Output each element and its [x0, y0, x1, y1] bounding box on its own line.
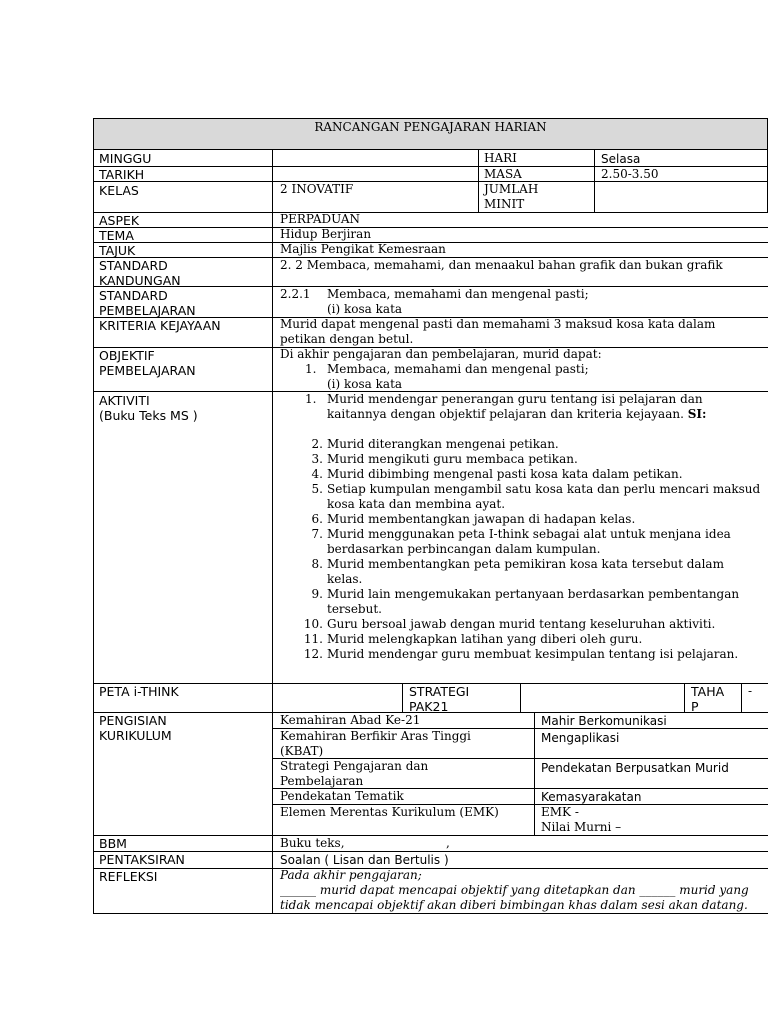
- page-title: RANCANGAN PENGAJARAN HARIAN: [314, 120, 547, 134]
- aktiviti-item-number: 8.: [311, 557, 323, 571]
- aktiviti-item-text: Murid dibimbing mengenal pasti kosa kata dalam petikan.: [327, 467, 683, 481]
- aktiviti-item-number: 9.: [311, 587, 323, 601]
- kemahiran-abad-label: Kemahiran Abad Ke-21: [280, 713, 421, 727]
- aktiviti-item1-line1: Murid mendengar penerangan guru tentang isi pelajaran dan: [327, 392, 703, 406]
- aktiviti-item1-line2: [327, 407, 706, 422]
- aktiviti-item-text: Setiap kumpulan mengambil satu kosa kata dan perlu mencari maksud: [327, 482, 761, 496]
- emk-value-1: EMK -: [541, 805, 579, 819]
- objektif-sub: (i) kosa kata: [327, 377, 403, 391]
- aktiviti-item: [311, 482, 761, 497]
- peta-label: PETA i-THINK: [99, 684, 179, 699]
- aktiviti-item: [311, 452, 760, 467]
- emk-label: Elemen Merentas Kurikulum (EMK): [280, 805, 499, 819]
- kbat-value: Mengaplikasi: [541, 731, 620, 745]
- aktiviti-item-text: Murid mengikuti guru membaca petikan.: [327, 452, 578, 466]
- aktiviti-item-number: 4.: [311, 467, 323, 481]
- kriteria-line2: petikan dengan betul.: [280, 332, 414, 346]
- kbat-label-1: Kemahiran Berfikir Aras Tinggi: [280, 729, 471, 743]
- tajuk-label: TAJUK: [99, 243, 136, 258]
- aktiviti-item-number: 7.: [311, 527, 323, 541]
- aspek-value: PERPADUAN: [280, 212, 361, 226]
- aktiviti-item-text: Murid membentangkan peta pemikiran kosa kata tersebut dalam: [327, 557, 724, 571]
- jumlah-label-1: JUMLAH: [484, 182, 539, 196]
- hari-value: Selasa: [601, 152, 641, 166]
- pengisian-label-1: PENGISIAN: [99, 713, 167, 728]
- aktiviti-item1-line2-text: kaitannya dengan objektif pelajaran dan kriteria kejayaan.: [327, 407, 684, 421]
- pengisian-label-2: KURIKULUM: [99, 728, 172, 743]
- aktiviti-item: [311, 587, 760, 602]
- refleksi-line3: tidak mencapai objektif akan diberi bimbingan khas dalam sesi akan datang.: [280, 898, 748, 912]
- aktiviti-item-text: kelas.: [327, 572, 363, 586]
- objektif-item: Membaca, memahami dan mengenal pasti;: [327, 362, 589, 376]
- tahap-value: -: [748, 684, 753, 698]
- aktiviti-item-continuation: [327, 542, 760, 557]
- aktiviti-si-tag: SI:: [687, 407, 707, 421]
- masa-value: 2.50-3.50: [601, 167, 659, 181]
- aktiviti-item-number: 12.: [303, 647, 323, 661]
- bbm-comma: ,: [446, 836, 450, 850]
- kelas-value: 2 INOVATIF: [280, 182, 354, 196]
- kriteria-label: KRITERIA KEJAYAAN: [99, 318, 221, 333]
- aktiviti-item-continuation: [327, 497, 760, 512]
- tahap-label-1: TAHA: [691, 684, 725, 699]
- lesson-plan-table: [93, 118, 768, 914]
- aktiviti-item-text: Murid diterangkan mengenai petikan.: [327, 437, 559, 451]
- strategi-pp-label-2: Pembelajaran: [280, 774, 364, 788]
- pentaksiran-label: PENTAKSIRAN: [99, 852, 185, 867]
- aktiviti-item-number: 10.: [303, 617, 323, 631]
- strategi-pp-label-1: Strategi Pengajaran dan: [280, 759, 429, 773]
- refleksi-line1: Pada akhir pengajaran;: [280, 868, 422, 882]
- aspek-label: ASPEK: [99, 213, 140, 228]
- minggu-label: MINGGU: [99, 151, 152, 166]
- aktiviti-item-continuation: [327, 572, 760, 587]
- aktiviti-item-continuation: [327, 602, 760, 617]
- standard-pembelajaran-line1: Membaca, memahami dan mengenal pasti;: [327, 287, 589, 301]
- aktiviti-item-text: Murid menggunakan peta I-think sebagai alat untuk menjana idea: [327, 527, 731, 541]
- aktiviti-item-text: berdasarkan perbincangan dalam kumpulan.: [327, 542, 601, 556]
- tema-value: Hidup Berjiran: [280, 227, 372, 241]
- aktiviti-item: [311, 527, 760, 542]
- aktiviti-item-text: Murid lain mengemukakan pertanyaan berdasarkan pembentangan: [327, 587, 740, 601]
- aktiviti-label-2: (Buku Teks MS ): [99, 408, 198, 423]
- pentaksiran-value: Soalan ( Lisan dan Bertulis ): [280, 853, 449, 867]
- jumlah-label-2: MINIT: [484, 197, 525, 211]
- kemahiran-abad-value: Mahir Berkomunikasi: [541, 714, 667, 728]
- tema-label: TEMA: [99, 228, 134, 243]
- tahap-label-2: P: [691, 699, 699, 714]
- masa-label: MASA: [484, 167, 522, 181]
- aktiviti-item1-num: 1.: [305, 392, 317, 406]
- refleksi-line2: ______ murid dapat mencapai objektif yang ditetapkan dan ______ murid yang: [280, 883, 749, 897]
- standard-kandungan-value: 2. 2 Membaca, memahami, dan menaakul bahan grafik dan bukan grafik: [280, 258, 723, 272]
- kelas-label: KELAS: [99, 183, 139, 198]
- standard-kandungan-label-1: STANDARD: [99, 258, 168, 273]
- objektif-intro: Di akhir pengajaran dan pembelajaran, murid dapat:: [280, 347, 602, 361]
- standard-pembelajaran-line2: (i) kosa kata: [327, 302, 403, 316]
- aktiviti-item-number: 6.: [311, 512, 323, 526]
- tematik-label: Pendekatan Tematik: [280, 789, 404, 803]
- hari-label: HARI: [484, 151, 517, 165]
- tajuk-value: Majlis Pengikat Kemesraan: [280, 242, 446, 256]
- objektif-label-2: PEMBELAJARAN: [99, 363, 196, 378]
- aktiviti-item: [303, 617, 760, 632]
- kriteria-line1: Murid dapat mengenal pasti dan memahami 3 maksud kosa kata dalam: [280, 317, 716, 331]
- tematik-value: Kemasyarakatan: [541, 790, 642, 804]
- tarikh-label: TARIKH: [99, 167, 145, 182]
- aktiviti-item: [311, 557, 760, 572]
- aktiviti-item: [311, 467, 760, 482]
- aktiviti-item-text: tersebut.: [327, 602, 382, 616]
- aktiviti-item-text: Murid melengkapkan latihan yang diberi oleh guru.: [327, 632, 643, 646]
- strategi-label-1: STRATEGI: [409, 684, 470, 699]
- aktiviti-item-text: Guru bersoal jawab dengan murid tentang keseluruhan aktiviti.: [327, 617, 716, 631]
- aktiviti-item-number: 3.: [311, 452, 323, 466]
- aktiviti-item-number: 11.: [303, 632, 323, 646]
- aktiviti-item-text: Murid mendengar guru membuat kesimpulan tentang isi pelajaran.: [327, 647, 739, 661]
- standard-pembelajaran-label-1: STANDARD: [99, 288, 168, 303]
- objektif-item-num: 1.: [305, 362, 317, 376]
- strategi-pp-value: Pendekatan Berpusatkan Murid: [541, 761, 729, 775]
- aktiviti-item-text: Murid membentangkan jawapan di hadapan kelas.: [327, 512, 636, 526]
- objektif-label-1: OBJEKTIF: [99, 348, 155, 363]
- aktiviti-item: [311, 512, 760, 527]
- aktiviti-label-1: AKTIVITI: [99, 393, 150, 408]
- bbm-value: Buku teks,: [280, 836, 345, 850]
- standard-pembelajaran-label-2: PEMBELAJARAN: [99, 303, 196, 318]
- emk-value-2: Nilai Murni –: [541, 820, 622, 834]
- bbm-label: BBM: [99, 836, 127, 851]
- aktiviti-item: [311, 437, 760, 452]
- aktiviti-item-number: 5.: [311, 482, 323, 496]
- aktiviti-item: [303, 647, 760, 662]
- strategi-label-2: PAK21: [409, 699, 449, 714]
- aktiviti-item-text: kosa kata dan membina ayat.: [327, 497, 506, 511]
- aktiviti-item-number: 2.: [311, 437, 323, 451]
- standard-kandungan-label-2: KANDUNGAN: [99, 273, 181, 288]
- refleksi-label: REFLEKSI: [99, 869, 158, 884]
- aktiviti-item: [303, 632, 760, 647]
- standard-pembelajaran-code: 2.2.1: [280, 287, 311, 301]
- aktiviti-list: [303, 437, 761, 662]
- kbat-label-2: (KBAT): [280, 744, 324, 758]
